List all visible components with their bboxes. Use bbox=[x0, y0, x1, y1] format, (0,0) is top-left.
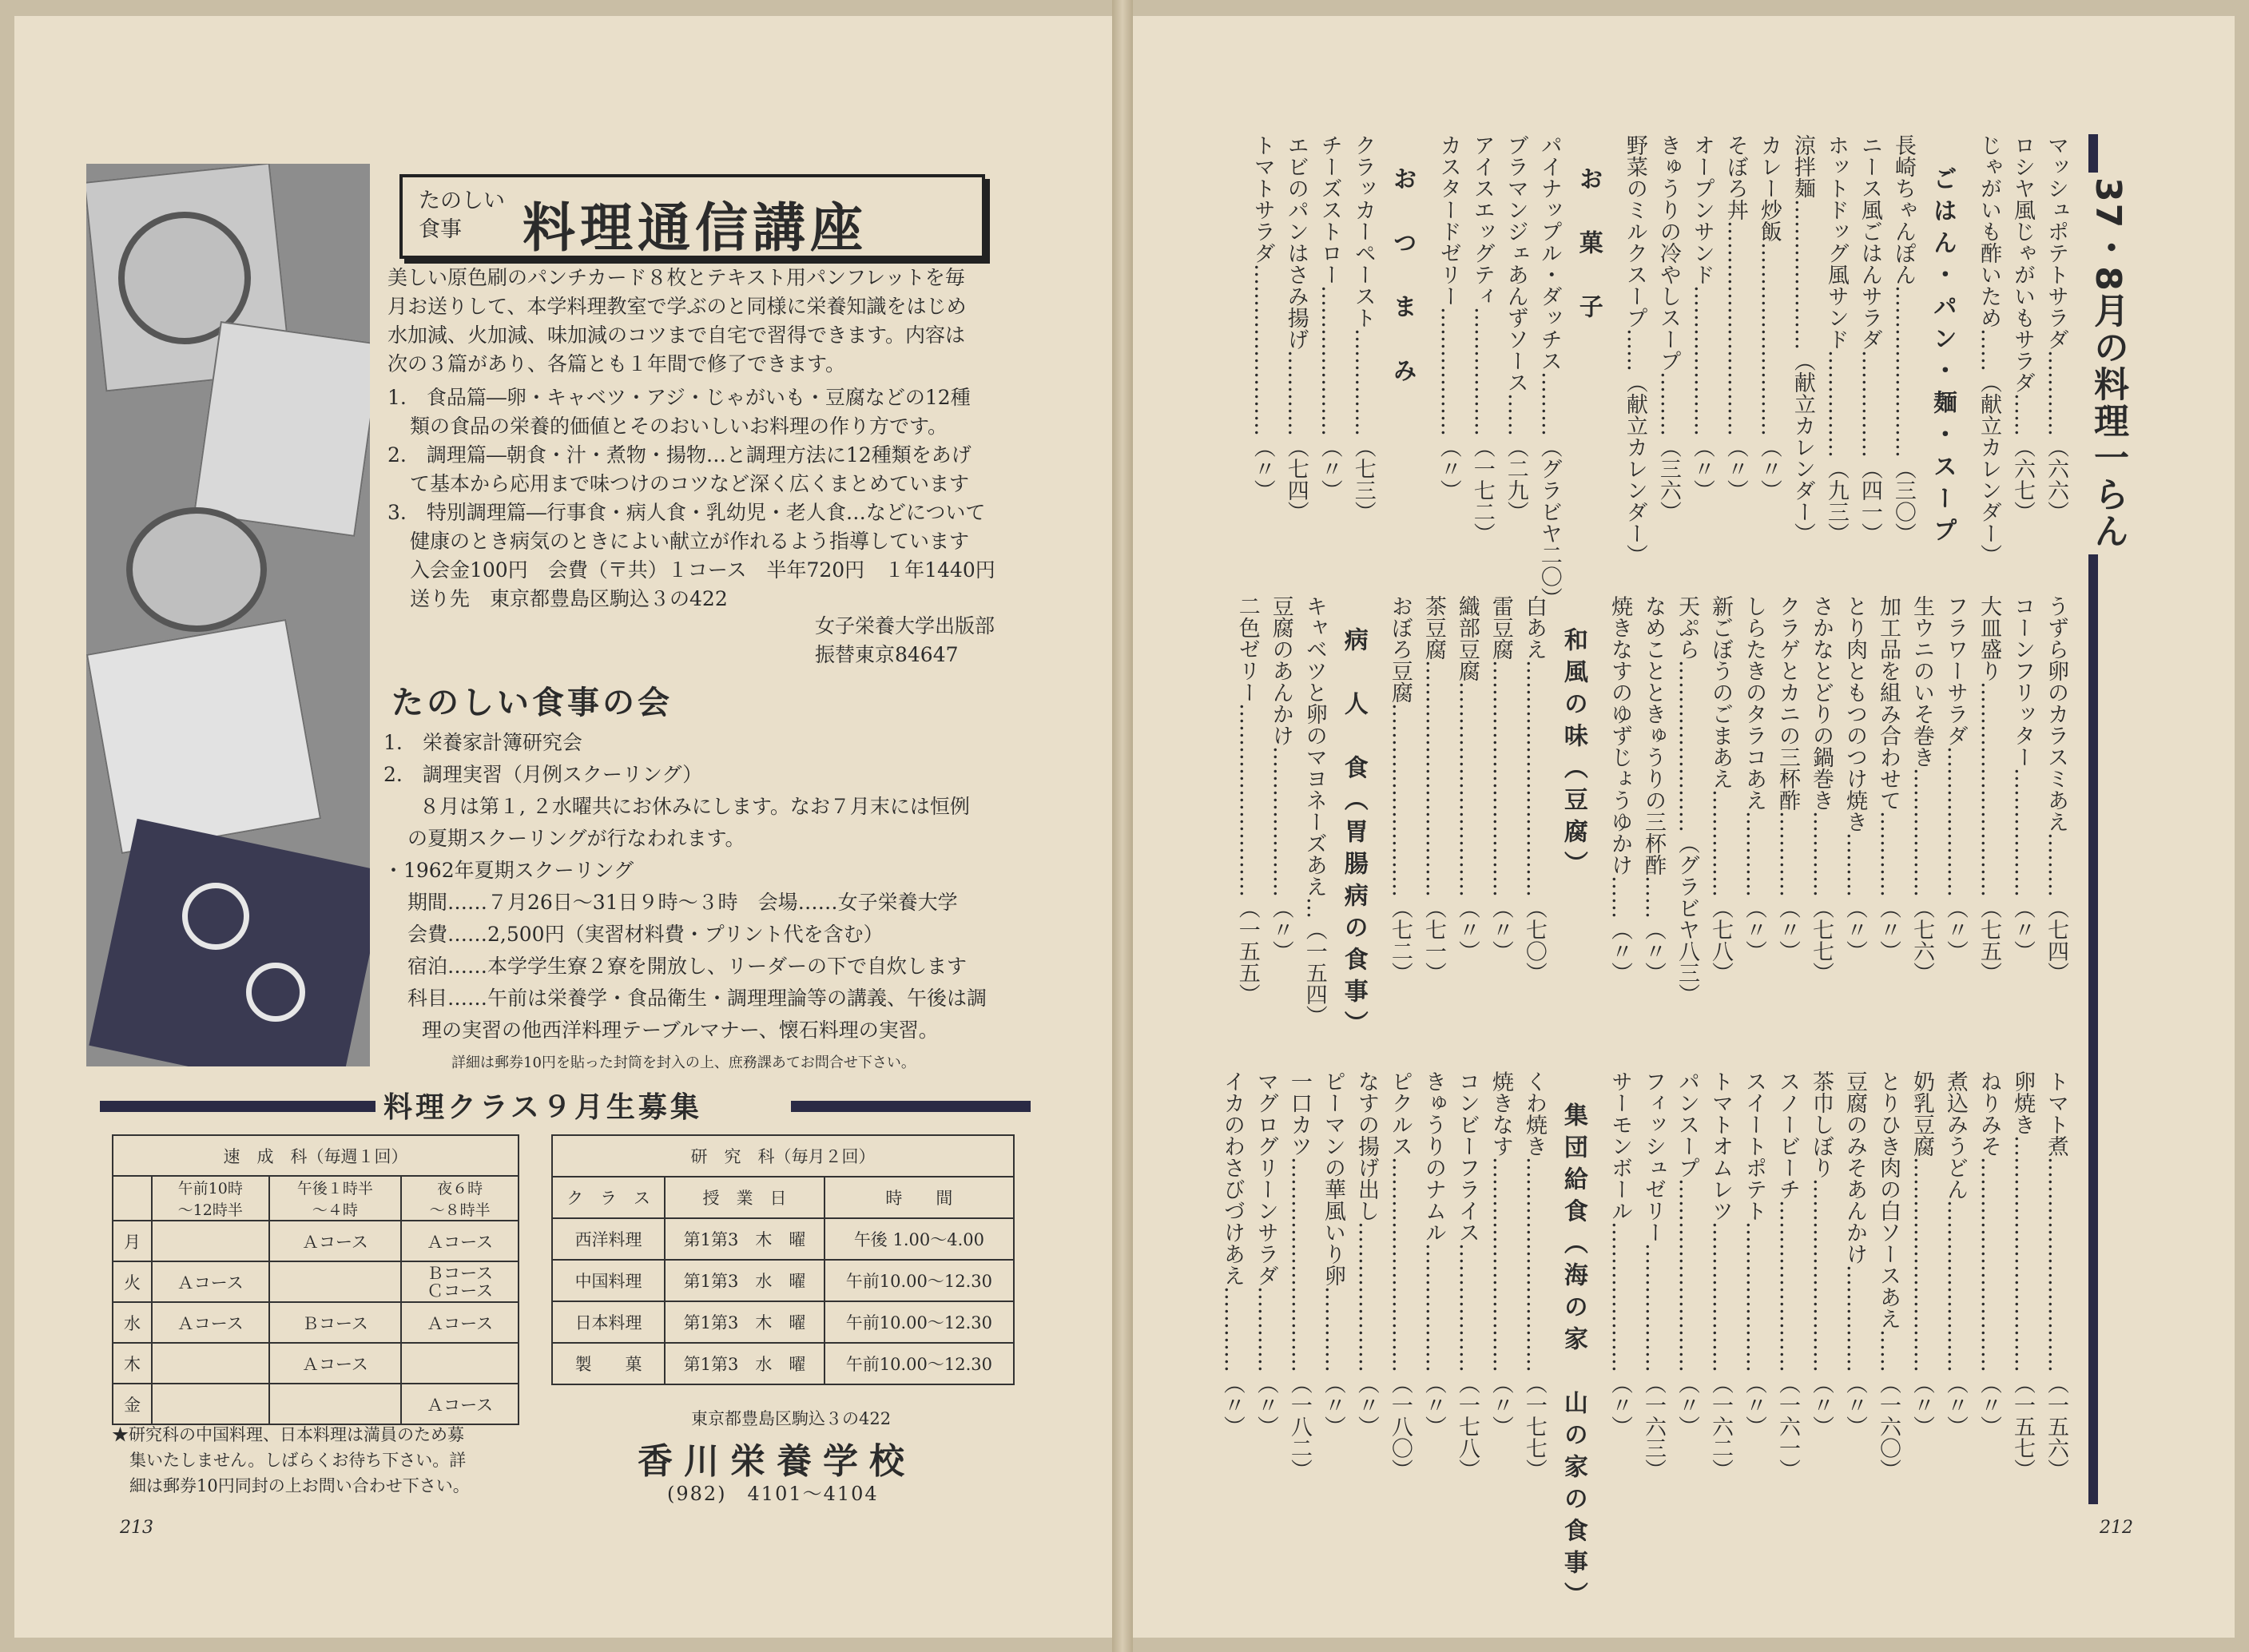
table-row: 日本料理 第1第3 木 曜 午前10.00～12.30 bbox=[552, 1301, 1014, 1343]
menu-section-heading: ごはん・パン・麺・スープ bbox=[1928, 166, 1957, 550]
table-row: 月 Ａコース Ａコース bbox=[113, 1221, 519, 1261]
photo-motif bbox=[182, 883, 249, 950]
menu-item: トマトオムレツ…………………（一六二） bbox=[1708, 1070, 1733, 1480]
sokusei-title: 速 成 科（毎週１回） bbox=[113, 1135, 519, 1176]
menu-item: なすの揚げ出し…………………（〃） bbox=[1353, 1070, 1379, 1437]
menu-item: カスタードゼリー………………（〃） bbox=[1436, 134, 1461, 501]
menu-item: 一口カツ…………………………（一八二） bbox=[1286, 1070, 1312, 1480]
menu-item: スイートポテト…………………（〃） bbox=[1742, 1070, 1766, 1437]
menu-item: パンスープ………………………（〃） bbox=[1675, 1070, 1699, 1437]
school-phone: (982) 4101～4104 bbox=[667, 1483, 879, 1505]
menu-item: なめことときゅうりの三杯酢……（〃） bbox=[1641, 595, 1666, 983]
course-title-small: たのしい食事 bbox=[419, 189, 505, 242]
menu-item: 茶豆腐……………………………（七一） bbox=[1421, 595, 1446, 983]
photo-plate bbox=[126, 507, 267, 632]
menu-item: ピクルス…………………………（一八〇） bbox=[1387, 1070, 1413, 1480]
menu-item: エビのパンはさみ揚げ…………（七四） bbox=[1283, 134, 1309, 522]
page-number-right: 212 bbox=[2100, 1518, 2133, 1538]
menu-item: フィッシュゼリー………………（一六三） bbox=[1641, 1070, 1666, 1480]
menu-item: クラゲとカニの三杯酢…………（〃） bbox=[1775, 595, 1800, 962]
school-name: 香川栄養学校 bbox=[638, 1441, 916, 1482]
course-item: 2. 調理篇―朝食・汁・煮物・揚物…と調理方法に12種類をあげ bbox=[387, 443, 972, 467]
photo-card bbox=[193, 321, 370, 537]
menu-item: トマトサラダ……………………（〃） bbox=[1250, 134, 1275, 501]
course-address: 送り先 東京都豊島区駒込３の422 bbox=[410, 587, 728, 610]
menu-item: チーズストロー…………………（〃） bbox=[1317, 134, 1342, 501]
course-intro: 美しい原色刷のパンチカード８枚とテキスト用パンフレットを毎 月お送りして、本学料理教室で学ぶのと同様に栄養知識をはじめ 水加減、火加減、味加減のコツまで自宅で習得できます。内容は 次の３篇があり、各篇とも１年間で修了できます。 bbox=[387, 266, 967, 375]
menu-section-heading: 集団給食（海の家 山の家の食事） bbox=[1559, 1102, 1587, 1614]
menu-item: 加工品を組み合わせて…………（〃） bbox=[1876, 595, 1901, 962]
postal-account: 振替東京84647 bbox=[815, 643, 959, 666]
publisher: 女子栄養大学出版部 bbox=[815, 614, 995, 637]
menu-item: 涼拌麺…………………（献立カレンダー） bbox=[1790, 134, 1815, 544]
menu-item: うずら卵のカラスミあえ………（七四） bbox=[2044, 595, 2068, 983]
menu-item: とり肉ともつのつけ焼き………（〃） bbox=[1842, 595, 1867, 962]
menu-item: オープンサンド…………………（〃） bbox=[1689, 134, 1715, 501]
kenkyu-notice: ★研究科の中国料理、日本料理は満員のため募 集いたしません。しばらくお待ち下さい。詳 細は郵券10円同封の上お問い合わせ下さい。 bbox=[112, 1425, 470, 1495]
course-items: 1. 食品篇―卵・キャベツ・アジ・じゃがいも・豆腐などの12種 類の食品の栄養的価値とそのおいしいお料理の作り方です。 2. 調理篇―朝食・汁・煮物・揚物…と調理方法に12種類をあげ て基本から応用まで味つけのコツなど深く広くまとめています 3. 特別調理篇―行事食・病人食・乳幼児・老人食…などについて 健康のとき病気のときによい献立が作れるよう指導しています 入会金100円 会費（〒共）１コース 半年720円 １年1440円 送り先 東京都豊島区駒込３の422 bbox=[387, 383, 995, 614]
menu-item: コンビーフライス………………（一七八） bbox=[1454, 1070, 1480, 1480]
menu-item: 茶巾しぼり………………………（〃） bbox=[1809, 1070, 1834, 1437]
menu-item: ピーマンの華風いり卵…………（〃） bbox=[1320, 1070, 1345, 1437]
menu-item: 豆腐のあんかけ…………………（〃） bbox=[1268, 595, 1293, 962]
menu-item: きゅうりのナムル………………（〃） bbox=[1421, 1070, 1446, 1437]
table-row: 中国料理 第1第3 水 曜 午前10.00～12.30 bbox=[552, 1260, 1014, 1301]
menu-item: きゅうりの冷やしスープ………（三六） bbox=[1655, 134, 1681, 522]
school-address: 東京都豊島区駒込３の422 bbox=[691, 1409, 892, 1428]
menu-section-heading: 和風の味（豆腐） bbox=[1559, 627, 1587, 883]
menu-item: 織部豆腐…………………………（〃） bbox=[1454, 595, 1480, 962]
sokusei-table: 速 成 科（毎週１回） 午前10時 ～12時半 午後１時半 ～４時 夜６時 ～８時半 月 Ａコース Ａコース 火 Ａコース Ｂコース Ｃコース 水 Ａコース Ｂコース Ａコース 木 Ａコース 金 Ａコース bbox=[112, 1134, 519, 1425]
food-photo bbox=[86, 164, 370, 1066]
course-title-box bbox=[399, 174, 985, 259]
page-number-left: 213 bbox=[120, 1518, 153, 1538]
photo-motif bbox=[246, 963, 305, 1022]
table-row: 水 Ａコース Ｂコース Ａコース bbox=[113, 1302, 519, 1343]
menu-item: マッシュポテトサラダ…………（六六） bbox=[2044, 134, 2068, 522]
menu-item: じゃがいも酢いため……（献立カレンダー） bbox=[1977, 134, 2001, 566]
menu-item: サーモンボール…………………（〃） bbox=[1607, 1070, 1632, 1437]
menu-item: 奶乳豆腐…………………………（〃） bbox=[1909, 1070, 1934, 1437]
photo-card bbox=[86, 619, 321, 854]
menu-item: 卵焼き……………………………（一五七） bbox=[2010, 1070, 2035, 1480]
kenkyu-table: 研 究 科（毎月２回） ク ラ ス 授 業 日 時 間 西洋料理 第1第3 木 曜 午後 1.00～4.00 中国料理 第1第3 水 曜 午前10.00～12.30 日本料理 第1第3 木 曜 午前10.00～12.30 製 菓 第1第3 水 曜 午前10.00～12.30 bbox=[551, 1134, 1015, 1385]
menu-item: 野菜のミルクスープ……（献立カレンダー） bbox=[1622, 134, 1647, 566]
menu-item: とりひき肉の白ソースあえ……（一六〇） bbox=[1876, 1070, 1901, 1480]
menu-item: クラッカーペースト……………（七三） bbox=[1350, 134, 1376, 522]
menu-item: 雷豆腐……………………………（〃） bbox=[1488, 595, 1513, 962]
menu-section-heading: 病 人 食（胃腸病の食事） bbox=[1339, 627, 1368, 1042]
class-recruit-heading: 料理クラス９月生募集 bbox=[383, 1091, 702, 1124]
menu-item: ニース風ごはんサラダ……………（四一） bbox=[1857, 134, 1882, 544]
menu-item: 二色ゼリー………………………（一五五） bbox=[1234, 595, 1260, 1005]
menu-item: そぼろ丼…………………………（〃） bbox=[1723, 134, 1748, 501]
menu-item: カレー炒飯………………………（〃） bbox=[1756, 134, 1782, 501]
meeting-heading: たのしい食事の会 bbox=[391, 685, 673, 721]
menu-item: 煮込みうどん……………………（〃） bbox=[1943, 1070, 1968, 1437]
meeting-note: 詳細は郵券10円を貼った封筒を封入の上、庶務課あてお問合せ下さい。 bbox=[451, 1054, 916, 1071]
binding-gutter bbox=[1112, 0, 1133, 1652]
table-row: 金 Ａコース bbox=[113, 1384, 519, 1424]
menu-item: 生ウニのいそ巻き………………（七六） bbox=[1909, 595, 1934, 983]
menu-item: コーンフリッター………………（〃） bbox=[2010, 595, 2035, 962]
course-item: 1. 食品篇―卵・キャベツ・アジ・じゃがいも・豆腐などの12種 bbox=[387, 386, 971, 409]
table-row: 火 Ａコース Ｂコース Ｃコース bbox=[113, 1261, 519, 1302]
menu-item: キャベツと卵のマヨネーズあえ…（一五四） bbox=[1301, 595, 1327, 1027]
menu-item: パイナップル・ダッチス………（グラビヤ二〇） bbox=[1536, 134, 1562, 609]
menu-item: イカのわさびづけあえ…………（〃） bbox=[1219, 1070, 1245, 1437]
menu-section-heading: お つ ま み bbox=[1388, 166, 1417, 390]
menu-item: 天ぷら……………………（グラビヤ八三） bbox=[1675, 595, 1699, 1005]
menu-item: 焼きなす…………………………（〃） bbox=[1488, 1070, 1513, 1437]
menu-item: アイスエッグティ………………（一七二） bbox=[1469, 134, 1495, 544]
course-fee: 入会金100円 会費（〒共）１コース 半年720円 １年1440円 bbox=[410, 558, 995, 582]
course-item: 3. 特別調理篇―行事食・病人食・乳幼児・老人食…などについて bbox=[387, 501, 986, 524]
menu-item: 豆腐のみそあんかけ……………（〃） bbox=[1842, 1070, 1867, 1437]
menu-item: 新ごぼうのごまあえ……………（七八） bbox=[1708, 595, 1733, 983]
menu-item: 焼きなすのゆずじょうゆかけ……（〃） bbox=[1607, 595, 1632, 983]
menu-item: ねりみそ…………………………（〃） bbox=[1977, 1070, 2001, 1437]
menu-item: スノービーチ……………………（一六一） bbox=[1775, 1070, 1800, 1480]
course-title: 料理通信講座 bbox=[523, 197, 868, 259]
menu-item: トマト煮…………………………（一五六） bbox=[2044, 1070, 2068, 1480]
heading-rule-right bbox=[791, 1101, 1031, 1112]
menu-item: おぼろ豆腐………………………（七二） bbox=[1387, 595, 1413, 983]
menu-item: ブラマンジェあんずソース……（二九） bbox=[1503, 134, 1528, 522]
page-title: 37・8月の料理一らん bbox=[2082, 173, 2133, 554]
table-row: 木 Ａコース bbox=[113, 1343, 519, 1384]
menu-item: フラワーサラダ…………………（〃） bbox=[1943, 595, 1968, 962]
menu-item: ロシヤ風じゃがいもサラダ……（六七） bbox=[2010, 134, 2035, 522]
menu-item: マグログリーンサラダ…………（〃） bbox=[1253, 1070, 1278, 1437]
kenkyu-title: 研 究 科（毎月２回） bbox=[552, 1135, 1014, 1177]
menu-item: 大皿盛り…………………………（七五） bbox=[1977, 595, 2001, 983]
menu-item: 長崎ちゃんぽん……………………（三〇） bbox=[1890, 134, 1916, 544]
menu-item: ホットドッグ風サンド……………（九三） bbox=[1823, 134, 1849, 544]
meeting-details: 1. 栄養家計簿研究会 2. 調理実習（月例スクーリング） ８月は第１, ２水曜共にお休みにします。なお７月末には恒例 の夏期スクーリングが行なわれます。 ・1962年夏期スクーリング 期間……７月26日～31日９時～３時 会場……女子栄養大学 会費……2,500円（実習材料費・プリント代を含む） 宿泊……本学学生寮２寮を開放し、リーダーの下で自炊します 科目……午前は栄養学・食品衛生・調理理論等の講義、午後は調 理の実習の他西洋料理テーブルマナー、懐石料理の実習。 bbox=[383, 731, 987, 1042]
menu-item: 白あえ……………………………（七〇） bbox=[1521, 595, 1547, 983]
table-row: 西洋料理 第1第3 木 曜 午後 1.00～4.00 bbox=[552, 1218, 1014, 1260]
menu-item: さかなとどりの鍋巻き…………（七七） bbox=[1809, 595, 1834, 983]
menu-section-heading: お 菓 子 bbox=[1574, 166, 1603, 326]
menu-item: しらたきのタラコあえ…………（〃） bbox=[1742, 595, 1766, 962]
table-row: 製 菓 第1第3 水 曜 午前10.00～12.30 bbox=[552, 1343, 1014, 1384]
menu-item: くわ焼き…………………………（一七七） bbox=[1521, 1070, 1547, 1480]
heading-rule-left bbox=[100, 1101, 375, 1112]
